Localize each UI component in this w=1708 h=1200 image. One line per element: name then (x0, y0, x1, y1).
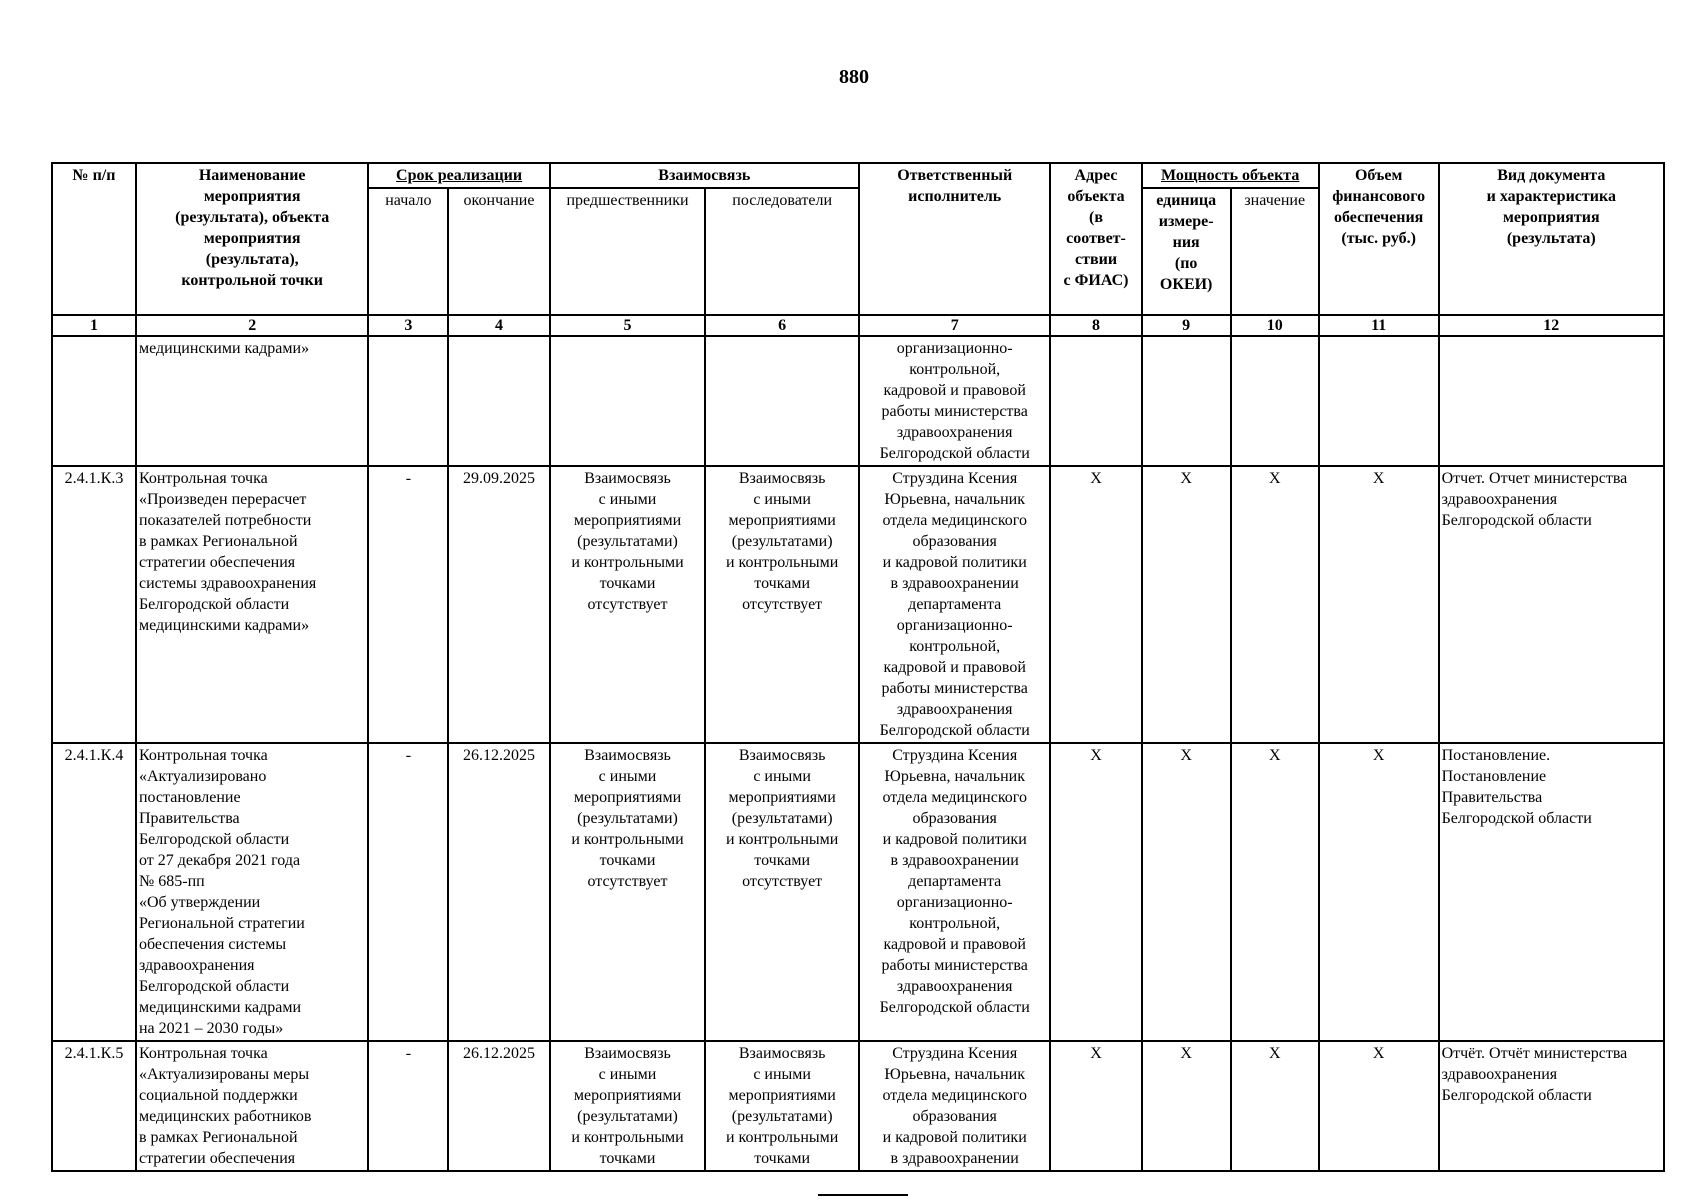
row-end: 26.12.2025 (448, 743, 549, 1041)
row-unit: X (1142, 1041, 1231, 1171)
header-capacity-unit: единица измере- ния (по ОКЕИ) (1142, 188, 1231, 315)
row-doc (1439, 336, 1664, 466)
column-number: 4 (448, 315, 549, 336)
column-number: 7 (859, 315, 1051, 336)
page-edge-line (818, 1194, 908, 1196)
row-responsible: Струздина Ксения Юрьевна, начальник отдела медицинского образования и кадровой политики в здравоохранении департамента организационно- контрольной, кадровой и правовой работы министерства здравоохранения Белгородской области (859, 466, 1051, 743)
row-successors: Взаимосвязь с иными мероприятиями (результатами) и контрольными точками (705, 1041, 859, 1171)
row-unit: X (1142, 743, 1231, 1041)
column-number: 5 (550, 315, 706, 336)
row-end: 29.09.2025 (448, 466, 549, 743)
table-row (52, 1041, 1664, 1171)
row-doc: Постановление. Постановление Правительства Белгородской области (1439, 743, 1664, 1041)
column-number: 8 (1050, 315, 1141, 336)
row-predecessors: Взаимосвязь с иными мероприятиями (результатами) и контрольными точками отсутствует (550, 466, 706, 743)
row-predecessors: Взаимосвязь с иными мероприятиями (результатами) и контрольными точками отсутствует (550, 743, 706, 1041)
column-number: 6 (705, 315, 859, 336)
plan-table (51, 162, 1665, 1172)
column-number: 10 (1231, 315, 1319, 336)
row-number: 2.4.1.К.5 (52, 1041, 136, 1171)
row-number: 2.4.1.К.4 (52, 743, 136, 1041)
row-responsible: Струздина Ксения Юрьевна, начальник отдела медицинского образования и кадровой политики в здравоохранении (859, 1041, 1051, 1171)
table-row (52, 466, 1664, 743)
table-row (52, 743, 1664, 1041)
row-successors (705, 336, 859, 466)
column-number: 12 (1439, 315, 1664, 336)
row-address (1050, 336, 1141, 466)
row-value (1231, 336, 1319, 466)
row-start: - (368, 1041, 448, 1171)
row-address: X (1050, 743, 1141, 1041)
row-name: Контрольная точка «Актуализированы меры социальной поддержки медицинских работников в рамках Региональной стратегии обеспечения (136, 1041, 368, 1171)
row-predecessors: Взаимосвязь с иными мероприятиями (результатами) и контрольными точками (550, 1041, 706, 1171)
row-predecessors (550, 336, 706, 466)
header-address: Адрес объекта (в соответ- ствии с ФИАС) (1050, 163, 1141, 315)
column-number: 1 (52, 315, 136, 336)
table-row (52, 336, 1664, 466)
header-name: Наименование мероприятия (результата), объекта мероприятия (результата), контрольной точки (136, 163, 368, 315)
header-term-end: окончание (448, 188, 549, 315)
row-finance: X (1319, 466, 1439, 743)
row-end: 26.12.2025 (448, 1041, 549, 1171)
row-responsible: Струздина Ксения Юрьевна, начальник отдела медицинского образования и кадровой политики в здравоохранении департамента организационно- контрольной, кадровой и правовой работы министерства здравоохранения Белгородской области (859, 743, 1051, 1041)
row-start: - (368, 466, 448, 743)
header-capacity-value: значение (1231, 188, 1319, 315)
column-number: 11 (1319, 315, 1439, 336)
column-number-row (52, 315, 1664, 336)
header-predecessors: предшественники (550, 188, 706, 315)
row-name: Контрольная точка «Произведен перерасчет показателей потребности в рамках Региональной стратегии обеспечения системы здравоохранения Белгородской области медицинскими кадрами» (136, 466, 368, 743)
header-responsible: Ответственный исполнитель (859, 163, 1051, 315)
row-number (52, 336, 136, 466)
row-name: Контрольная точка «Актуализировано постановление Правительства Белгородской области от 27 декабря 2021 года № 685-пп «Об утверждении Региональной стратегии обеспечения системы здравоохранения Белгородской области медицинскими кадрами на 2021 – 2030 годы» (136, 743, 368, 1041)
header-term: Срок реализации (368, 163, 549, 188)
header-successors: последователи (705, 188, 859, 315)
header-term-start: начало (368, 188, 448, 315)
row-finance (1319, 336, 1439, 466)
row-unit: X (1142, 466, 1231, 743)
header-doc-type: Вид документа и характеристика мероприятия (результата) (1439, 163, 1664, 315)
column-number: 9 (1142, 315, 1231, 336)
header-finance: Объем финансового обеспечения (тыс. руб.) (1319, 163, 1439, 315)
row-doc: Отчет. Отчет министерства здравоохранения Белгородской области (1439, 466, 1664, 743)
row-responsible: организационно- контрольной, кадровой и правовой работы министерства здравоохранения Белгородской области (859, 336, 1051, 466)
row-start: - (368, 743, 448, 1041)
row-finance: X (1319, 1041, 1439, 1171)
row-number: 2.4.1.К.3 (52, 466, 136, 743)
row-value: X (1231, 1041, 1319, 1171)
header-capacity: Мощность объекта (1142, 163, 1319, 188)
column-number: 2 (136, 315, 368, 336)
row-start (368, 336, 448, 466)
header-number: № п/п (52, 163, 136, 315)
column-number: 3 (368, 315, 448, 336)
row-unit (1142, 336, 1231, 466)
page-number: 880 (839, 66, 869, 88)
row-successors: Взаимосвязь с иными мероприятиями (результатами) и контрольными точками отсутствует (705, 743, 859, 1041)
header-relation: Взаимосвязь (550, 163, 859, 188)
row-successors: Взаимосвязь с иными мероприятиями (результатами) и контрольными точками отсутствует (705, 466, 859, 743)
row-end (448, 336, 549, 466)
row-address: X (1050, 466, 1141, 743)
row-name: медицинскими кадрами» (136, 336, 368, 466)
row-finance: X (1319, 743, 1439, 1041)
row-address: X (1050, 1041, 1141, 1171)
row-doc: Отчёт. Отчёт министерства здравоохранения Белгородской области (1439, 1041, 1664, 1171)
row-value: X (1231, 466, 1319, 743)
row-value: X (1231, 743, 1319, 1041)
